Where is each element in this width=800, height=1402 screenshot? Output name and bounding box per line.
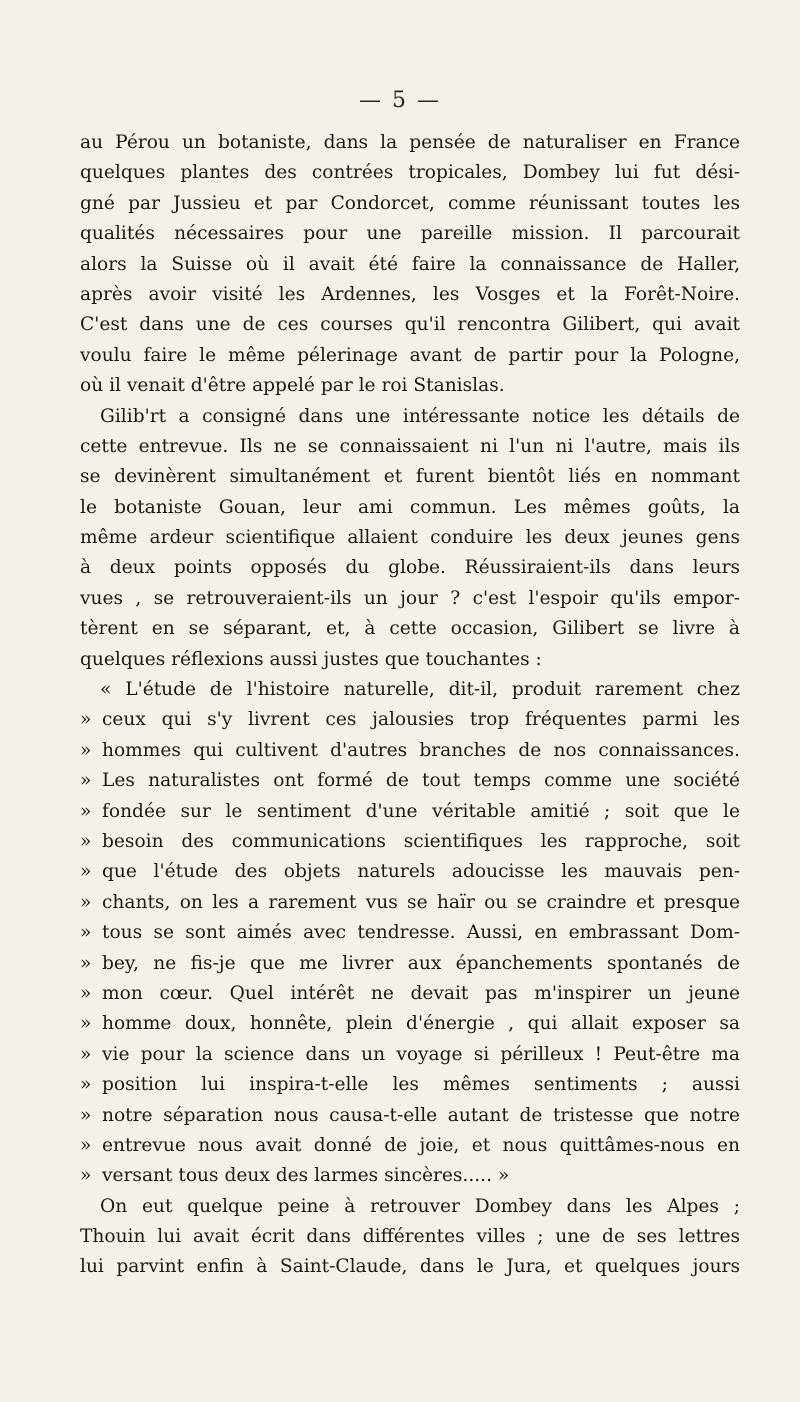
text-line: quelques réflexions aussi justes que touchantes : — [80, 648, 542, 670]
quote-line: « L'étude de l'histoire naturelle, dit-il, produit rarement chez — [100, 679, 740, 701]
quote-line — [80, 827, 740, 857]
quote-text: versant tous deux des larmes sincères..... » — [102, 1165, 510, 1187]
quote-text: tous se sont aimés avec tendresse. Aussi, en embrassant Dom- — [102, 922, 740, 944]
quote-line — [80, 979, 740, 1009]
text-line: voulu faire le même pélerinage avant de partir pour la Pologne, — [80, 344, 740, 366]
quote-line — [80, 1101, 740, 1131]
paragraph-2 — [80, 402, 740, 676]
quote-text: notre séparation nous causa-t-elle autant de tristesse que notre — [102, 1104, 740, 1126]
quote-line — [80, 1040, 740, 1070]
quote-marker: » — [80, 952, 92, 974]
quote-line — [80, 1131, 740, 1161]
quote-marker: » — [80, 739, 92, 761]
quote-marker: » — [80, 861, 92, 883]
text-line: à deux points opposés du globe. Réussiraient-ils dans leurs — [80, 557, 740, 579]
quote-marker: » — [80, 891, 92, 913]
paragraph-1 — [80, 128, 740, 402]
text-line: se devinèrent simultanément et furent bientôt liés en nommant — [80, 466, 740, 488]
text-line: tèrent en se séparant, et, à cette occasion, Gilibert se livre à — [80, 618, 740, 640]
quote-line — [80, 705, 740, 735]
quote-line — [80, 766, 740, 796]
quote-marker: » — [80, 922, 92, 944]
text-line: après avoir visité les Ardennes, les Vosges et la Forêt-Noire. — [80, 283, 740, 305]
text-line: même ardeur scientifique allaient conduire les deux jeunes gens — [80, 527, 740, 549]
quote-line — [80, 949, 740, 979]
quote-line — [80, 797, 740, 827]
quote-marker: » — [80, 1074, 92, 1096]
paragraph-3 — [80, 1192, 740, 1283]
page-number: — 5 — — [359, 88, 441, 113]
text-line: Gilib'rt a consigné dans une intéressante notice les détails de — [100, 405, 740, 427]
text-line: lui parvint enfin à Saint-Claude, dans le Jura, et quelques jours — [80, 1256, 740, 1278]
quote-marker: » — [80, 1134, 92, 1156]
text-line: gné par Jussieu et par Condorcet, comme réunissant toutes les — [80, 192, 740, 214]
quote-text: fondée sur le sentiment d'une véritable amitié ; soit que le — [102, 800, 740, 822]
quote-text: homme doux, honnête, plein d'énergie , qui allait exposer sa — [102, 1013, 740, 1035]
text-line: où il venait d'être appelé par le roi Stanislas. — [80, 375, 505, 397]
text-line: C'est dans une de ces courses qu'il rencontra Gilibert, qui avait — [80, 314, 740, 336]
text-line: quelques plantes des contrées tropicales, Dombey lui fut dési- — [80, 162, 740, 184]
quote-text: chants, on les a rarement vus se haïr ou se craindre et presque — [102, 891, 740, 913]
quote-line — [80, 1009, 740, 1039]
text-line: cette entrevue. Ils ne se connaissaient ni l'un ni l'autre, mais ils — [80, 435, 740, 457]
text-line: On eut quelque peine à retrouver Dombey dans les Alpes ; — [100, 1195, 740, 1217]
quote-text: Les naturalistes ont formé de tout temps comme une société — [102, 770, 740, 792]
quote-marker: » — [80, 830, 92, 852]
quote-text: besoin des communications scientifiques les rapproche, soit — [102, 830, 740, 852]
quote-line — [80, 918, 740, 948]
text-line: qualités nécessaires pour une pareille mission. Il parcourait — [80, 223, 740, 245]
quote-text: hommes qui cultivent d'autres branches de nos connaissances. — [102, 739, 740, 761]
text-line: vues , se retrouveraient-ils un jour ? c'est l'espoir qu'ils empor- — [80, 587, 740, 609]
quote-marker: » — [80, 1104, 92, 1126]
quote-text: bey, ne fis-je que me livrer aux épanchements spontanés de — [102, 952, 740, 974]
quote-marker: » — [80, 709, 92, 731]
quote-line — [80, 736, 740, 766]
quote-marker: » — [80, 1043, 92, 1065]
quote-text: position lui inspira-t-elle les mêmes sentiments ; aussi — [102, 1074, 740, 1096]
quote-text: entrevue nous avait donné de joie, et nous quittâmes-nous en — [102, 1134, 740, 1156]
body-text — [80, 128, 740, 1283]
quote-line — [80, 1161, 740, 1191]
text-line: le botaniste Gouan, leur ami commun. Les mêmes goûts, la — [80, 496, 740, 518]
quote-marker: » — [80, 770, 92, 792]
quote-marker: » — [80, 800, 92, 822]
quote-marker: » — [80, 982, 92, 1004]
text-line: Thouin lui avait écrit dans différentes villes ; une de ses lettres — [80, 1226, 740, 1248]
quote-line — [80, 857, 740, 887]
quotation — [80, 675, 740, 1192]
quote-marker: » — [80, 1013, 92, 1035]
quote-marker: » — [80, 1165, 92, 1187]
text-line: alors la Suisse où il avait été faire la connaissance de Haller, — [80, 253, 740, 275]
quote-text: ceux qui s'y livrent ces jalousies trop fréquentes parmi les — [102, 709, 740, 731]
quote-text: mon cœur. Quel intérêt ne devait pas m'inspirer un jeune — [102, 982, 740, 1004]
text-line: au Pérou un botaniste, dans la pensée de naturaliser en France — [80, 132, 740, 153]
quote-line — [80, 1070, 740, 1100]
quote-line — [80, 888, 740, 918]
quote-text: que l'étude des objets naturels adoucisse les mauvais pen- — [102, 861, 740, 883]
quote-text: vie pour la science dans un voyage si périlleux ! Peut-être ma — [102, 1043, 740, 1065]
